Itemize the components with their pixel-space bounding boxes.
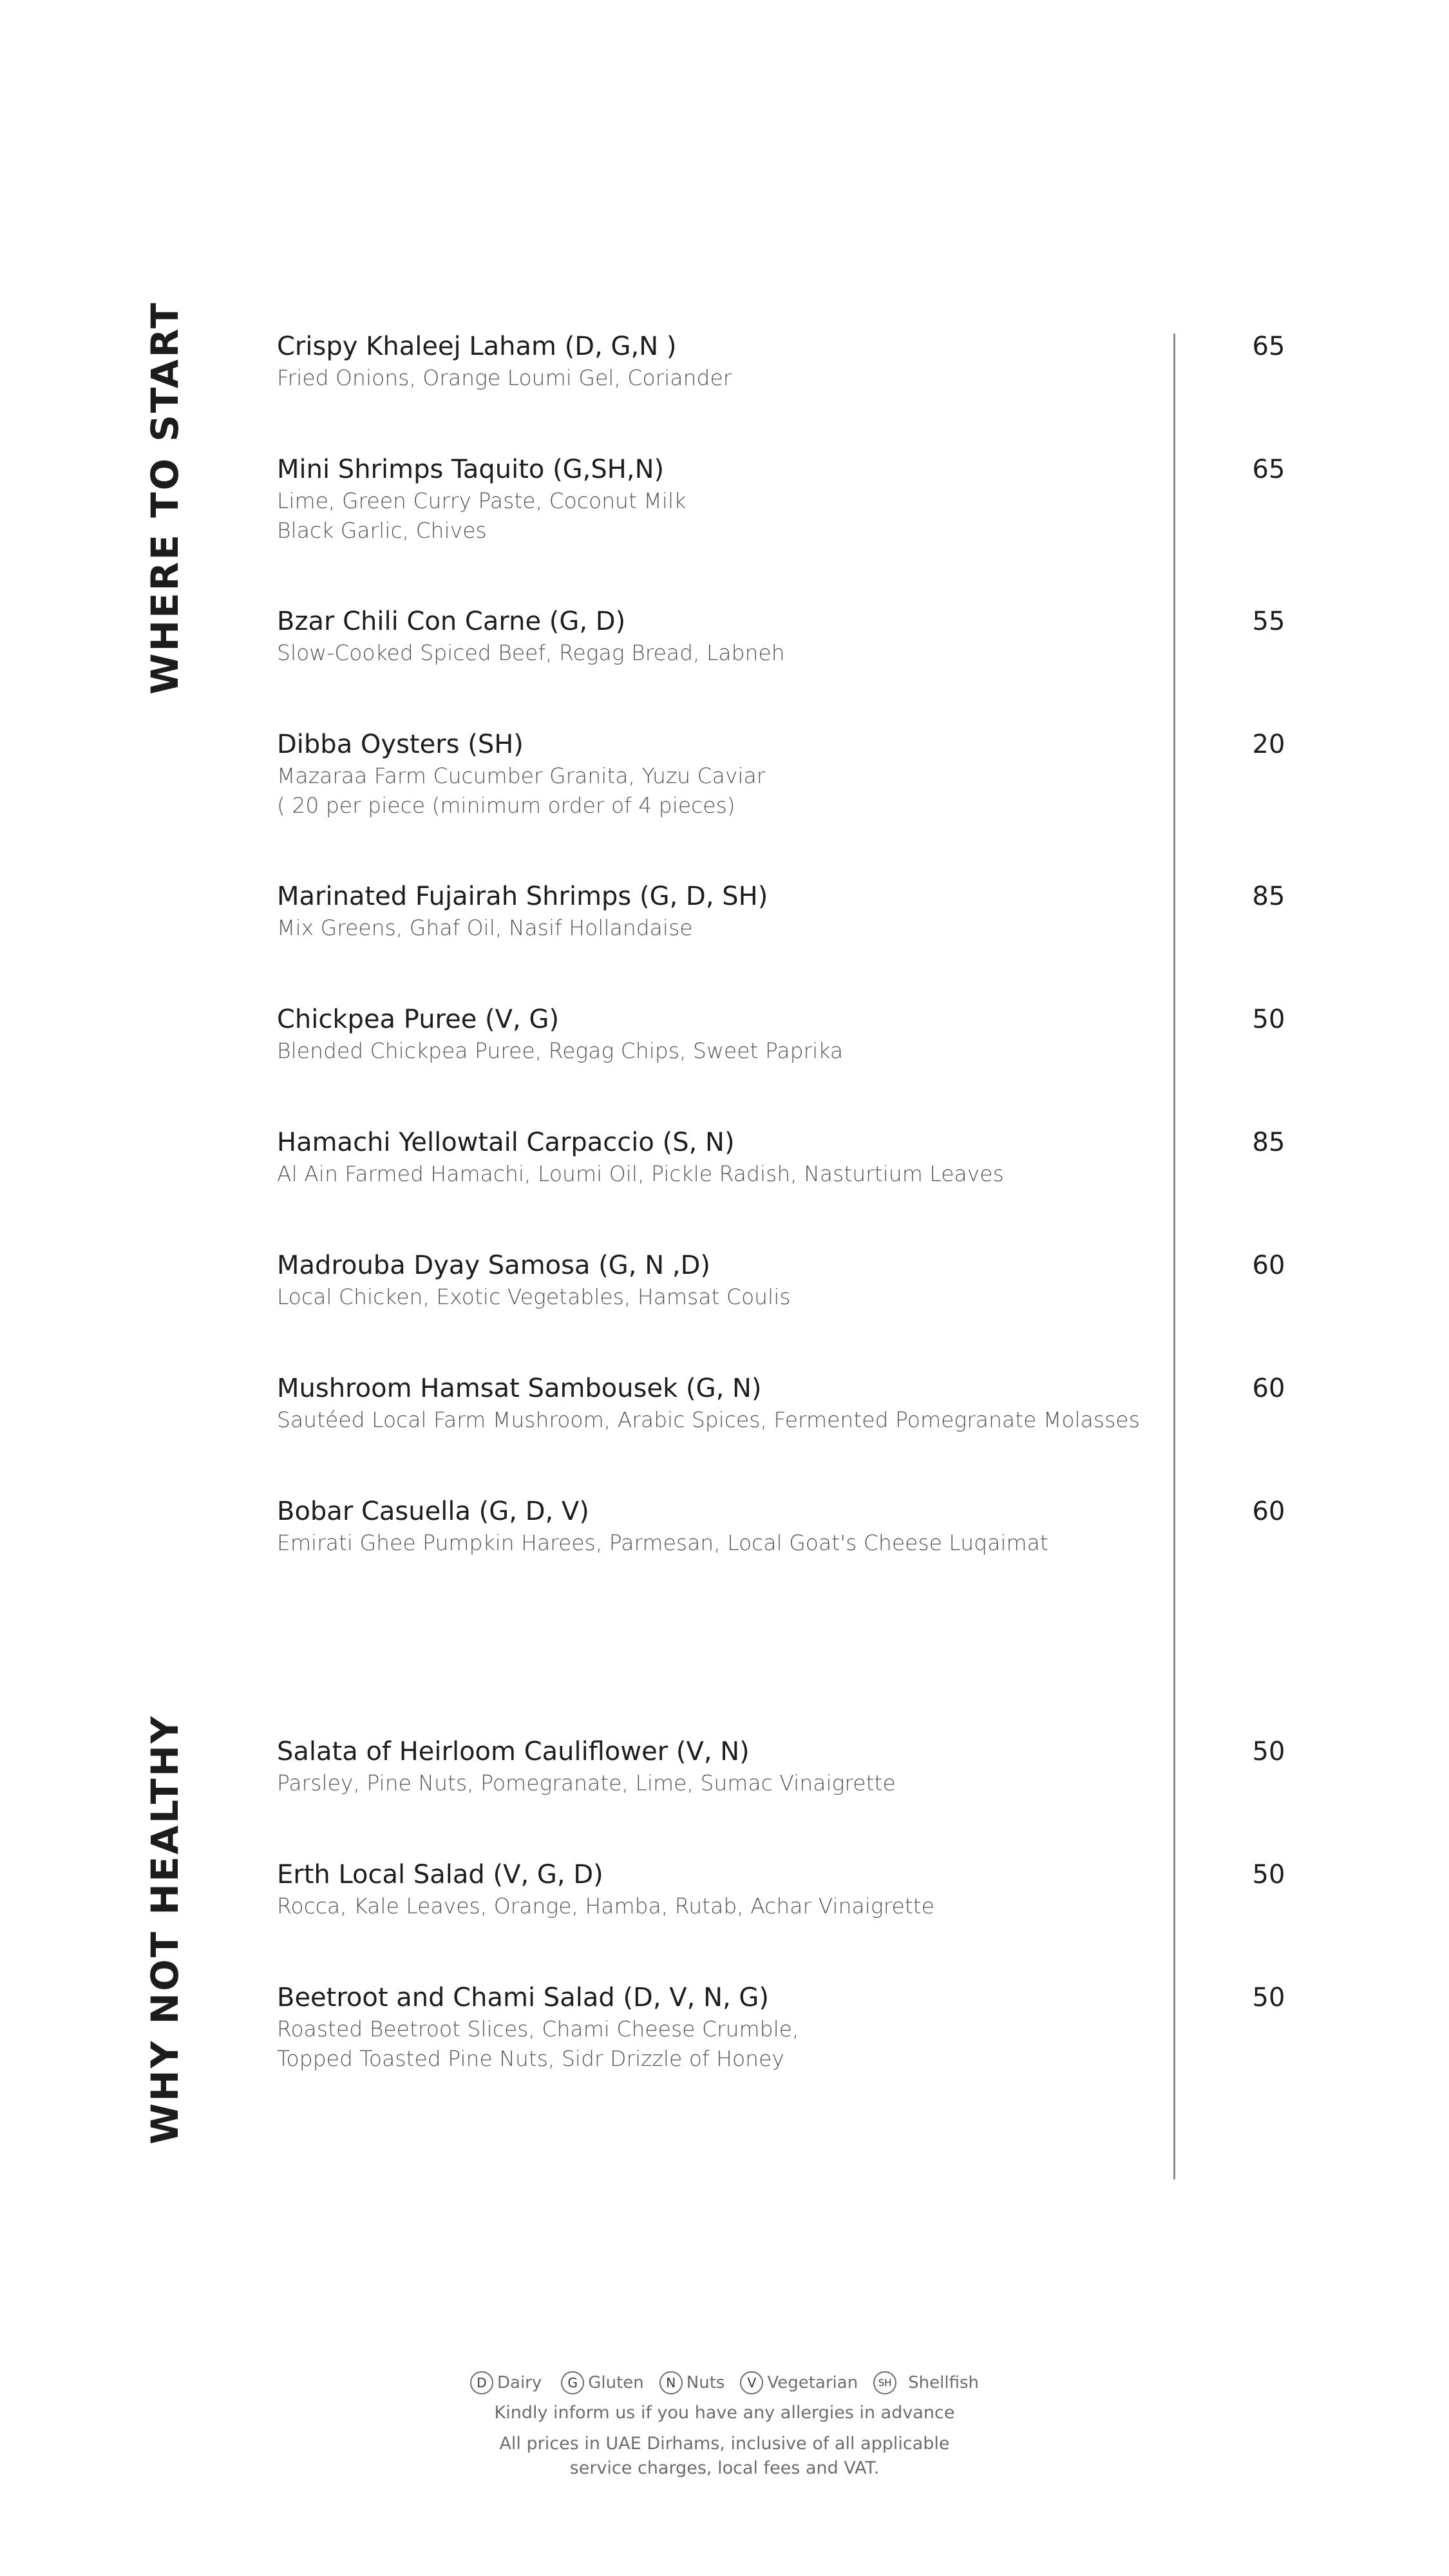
item-name: Madrouba Dyay Samosa (G, N ,D) <box>277 1251 710 1280</box>
item-name: Marinated Fujairah Shrimps (G, D, SH) <box>277 882 768 911</box>
item-description: Mazaraa Farm Cucumber Granita, Yuzu Caviar ( 20 per piece (minimum order of 4 pieces) <box>277 763 766 818</box>
menu-item <box>277 1249 1153 1312</box>
item-description: Parsley, Pine Nuts, Pomegranate, Lime, Sumac Vinaigrette <box>277 1770 896 1795</box>
legend-label: Vegetarian <box>767 2373 858 2392</box>
item-name: Erth Local Salad (V, G, D) <box>277 1860 603 1889</box>
item-name: Mini Shrimps Taquito (G,SH,N) <box>277 455 665 484</box>
item-price: 55 <box>1252 607 1285 636</box>
gluten-badge-icon: G <box>561 2371 584 2394</box>
menu-item <box>277 880 1153 943</box>
menu-item <box>277 1495 1153 1558</box>
legend-label: Nuts <box>686 2373 725 2392</box>
menu-item <box>277 1858 1153 1921</box>
nuts-badge-icon: N <box>659 2371 683 2394</box>
section-title-where-to-start: WHERE TO START <box>143 301 187 695</box>
item-description: Sautéed Local Farm Mushroom, Arabic Spices, Fermented Pomegranate Molasses <box>277 1407 1140 1432</box>
legend-shellfish <box>873 2371 979 2394</box>
item-price: 20 <box>1252 730 1285 759</box>
item-name: Chickpea Puree (V, G) <box>277 1005 560 1034</box>
legend-label: Dairy <box>497 2373 542 2392</box>
legend-label: Gluten <box>588 2373 644 2392</box>
price-note-line-2: service charges, local fees and VAT. <box>569 2458 880 2478</box>
item-description: Emirati Ghee Pumpkin Harees, Parmesan, Local Goat's Cheese Luqaimat <box>277 1530 1048 1555</box>
item-description: Roasted Beetroot Slices, Chami Cheese Crumble, Topped Toasted Pine Nuts, Sidr Drizzle of Honey <box>277 2016 799 2071</box>
item-description: Mix Greens, Ghaf Oil, Nasif Hollandaise <box>277 915 693 940</box>
vertical-divider <box>1173 334 1175 2179</box>
item-price: 50 <box>1252 1737 1285 1766</box>
item-description: Local Chicken, Exotic Vegetables, Hamsat Coulis <box>277 1284 791 1309</box>
item-name: Crispy Khaleej Laham (D, G,N ) <box>277 332 677 361</box>
allergy-note: Kindly inform us if you have any allergies in advance <box>494 2403 955 2423</box>
item-name: Hamachi Yellowtail Carpaccio (S, N) <box>277 1128 735 1157</box>
item-description: Blended Chickpea Puree, Regag Chips, Sweet Paprika <box>277 1038 844 1063</box>
menu-item <box>277 1126 1153 1189</box>
item-description: Al Ain Farmed Hamachi, Loumi Oil, Pickle Radish, Nasturtium Leaves <box>277 1161 1004 1186</box>
item-price: 60 <box>1252 1374 1285 1403</box>
item-price: 65 <box>1252 455 1285 484</box>
legend-gluten <box>561 2371 644 2394</box>
menu-item <box>277 330 1153 393</box>
shellfish-badge-icon: SH <box>873 2371 896 2394</box>
item-name: Dibba Oysters (SH) <box>277 730 524 759</box>
item-description: Slow-Cooked Spiced Beef, Regag Bread, Labneh <box>277 640 785 665</box>
legend-label: Shellfish <box>908 2373 979 2392</box>
item-price: 85 <box>1252 1128 1285 1157</box>
item-description: Lime, Green Curry Paste, Coconut Milk Black Garlic, Chives <box>277 488 687 543</box>
allergen-legend <box>0 2371 1449 2394</box>
legend-nuts <box>659 2371 725 2394</box>
menu-item <box>277 1003 1153 1066</box>
item-name: Salata of Heirloom Cauliflower (V, N) <box>277 1737 750 1766</box>
item-description: Fried Onions, Orange Loumi Gel, Coriander <box>277 365 732 390</box>
legend-dairy <box>470 2371 542 2394</box>
menu-item <box>277 605 1153 668</box>
menu-item <box>277 453 1153 545</box>
item-name: Bzar Chili Con Carne (G, D) <box>277 607 626 636</box>
legend-vegetarian <box>740 2371 858 2394</box>
vegetarian-badge-icon: V <box>740 2371 763 2394</box>
item-name: Bobar Casuella (G, D, V) <box>277 1497 589 1526</box>
menu-item <box>277 1735 1153 1798</box>
dairy-badge-icon: D <box>470 2371 493 2394</box>
item-description: Rocca, Kale Leaves, Orange, Hamba, Rutab, Achar Vinaigrette <box>277 1893 935 1918</box>
price-note-line-1: All prices in UAE Dirhams, inclusive of all applicable <box>499 2434 950 2454</box>
item-price: 50 <box>1252 1005 1285 1034</box>
item-price: 60 <box>1252 1497 1285 1526</box>
menu-item <box>277 1981 1153 2074</box>
section-title-why-not-healthy: WHY NOT HEALTHY <box>143 1714 187 2145</box>
item-price: 50 <box>1252 1983 1285 2012</box>
menu-item <box>277 728 1153 820</box>
item-price: 65 <box>1252 332 1285 361</box>
item-price: 85 <box>1252 882 1285 911</box>
item-name: Beetroot and Chami Salad (D, V, N, G) <box>277 1983 770 2012</box>
item-price: 60 <box>1252 1251 1285 1280</box>
item-price: 50 <box>1252 1860 1285 1889</box>
item-name: Mushroom Hamsat Sambousek (G, N) <box>277 1374 762 1403</box>
menu-item <box>277 1372 1153 1435</box>
